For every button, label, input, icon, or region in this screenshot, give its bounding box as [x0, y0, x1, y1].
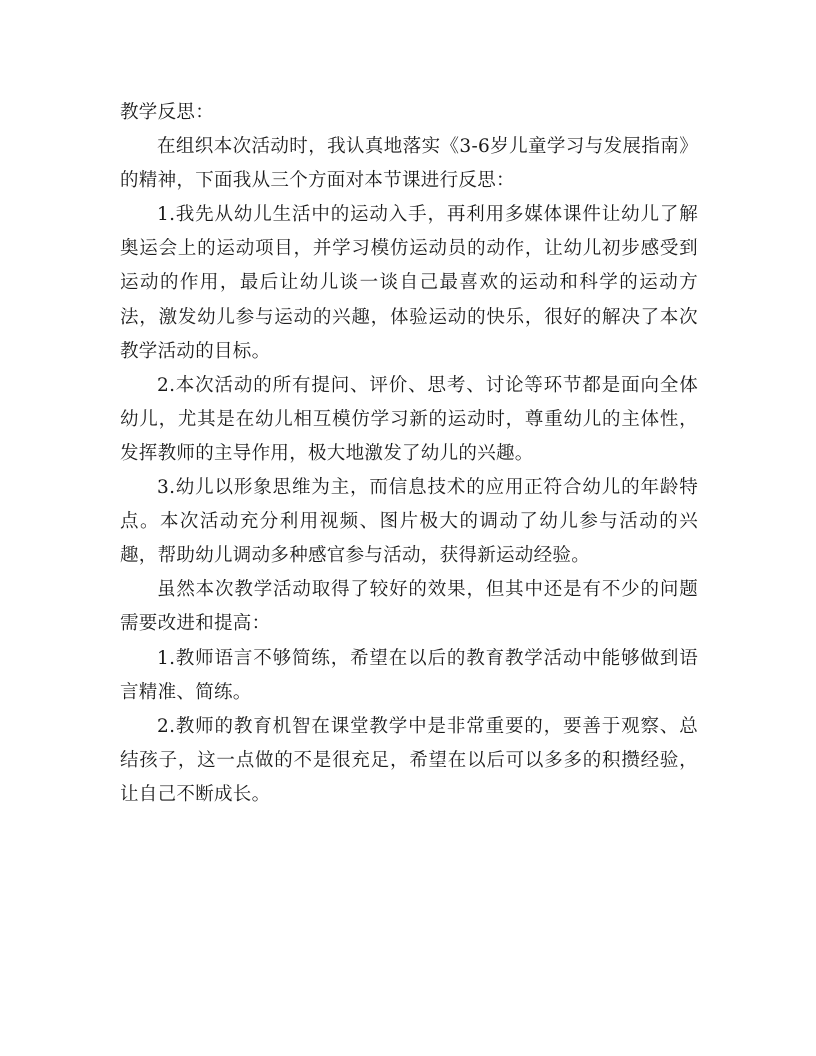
paragraph-point-3: 3.幼儿以形象思维为主，而信息技术的应用正符合幼儿的年龄特点。本次活动充分利用视频、图片极大的调动了幼儿参与活动的兴趣，帮助幼儿调动多种感官参与活动，获得新运动经验。 — [120, 477, 698, 567]
document-body — [120, 96, 698, 812]
section-heading: 教学反思： — [120, 102, 215, 123]
paragraph-point-2: 2.本次活动的所有提问、评价、思考、讨论等环节都是面向全体幼儿，尤其是在幼儿相互模仿学习新的运动时，尊重幼儿的主体性，发挥教师的主导作用，极大地激发了幼儿的兴趣。 — [120, 374, 698, 464]
paragraph-point-1: 1.我先从幼儿生活中的运动入手，再利用多媒体课件让幼儿了解奥运会上的运动项目，并学习模仿运动员的动作，让幼儿初步感受到运动的作用，最后让幼儿谈一谈自己最喜欢的运动和科学的运动方法，激发幼儿参与运动的兴趣，体验运动的快乐，很好的解决了本次教学活动的目标。 — [120, 204, 698, 362]
paragraph-improvement-1: 1.教师语言不够简练，希望在以后的教育教学活动中能够做到语言精准、简练。 — [120, 647, 698, 703]
paragraph-improvement-2: 2.教师的教育机智在课堂教学中是非常重要的，要善于观察、总结孩子，这一点做的不是很充足，希望在以后可以多多的积攒经验，让自己不断成长。 — [120, 715, 698, 805]
paragraph-intro: 在组织本次活动时，我认真地落实《3-6岁儿童学习与发展指南》的精神，下面我从三个方面对本节课进行反思： — [120, 136, 698, 192]
paragraph-improvements-intro: 虽然本次教学活动取得了较好的效果，但其中还是有不少的问题需要改进和提高： — [120, 579, 698, 635]
